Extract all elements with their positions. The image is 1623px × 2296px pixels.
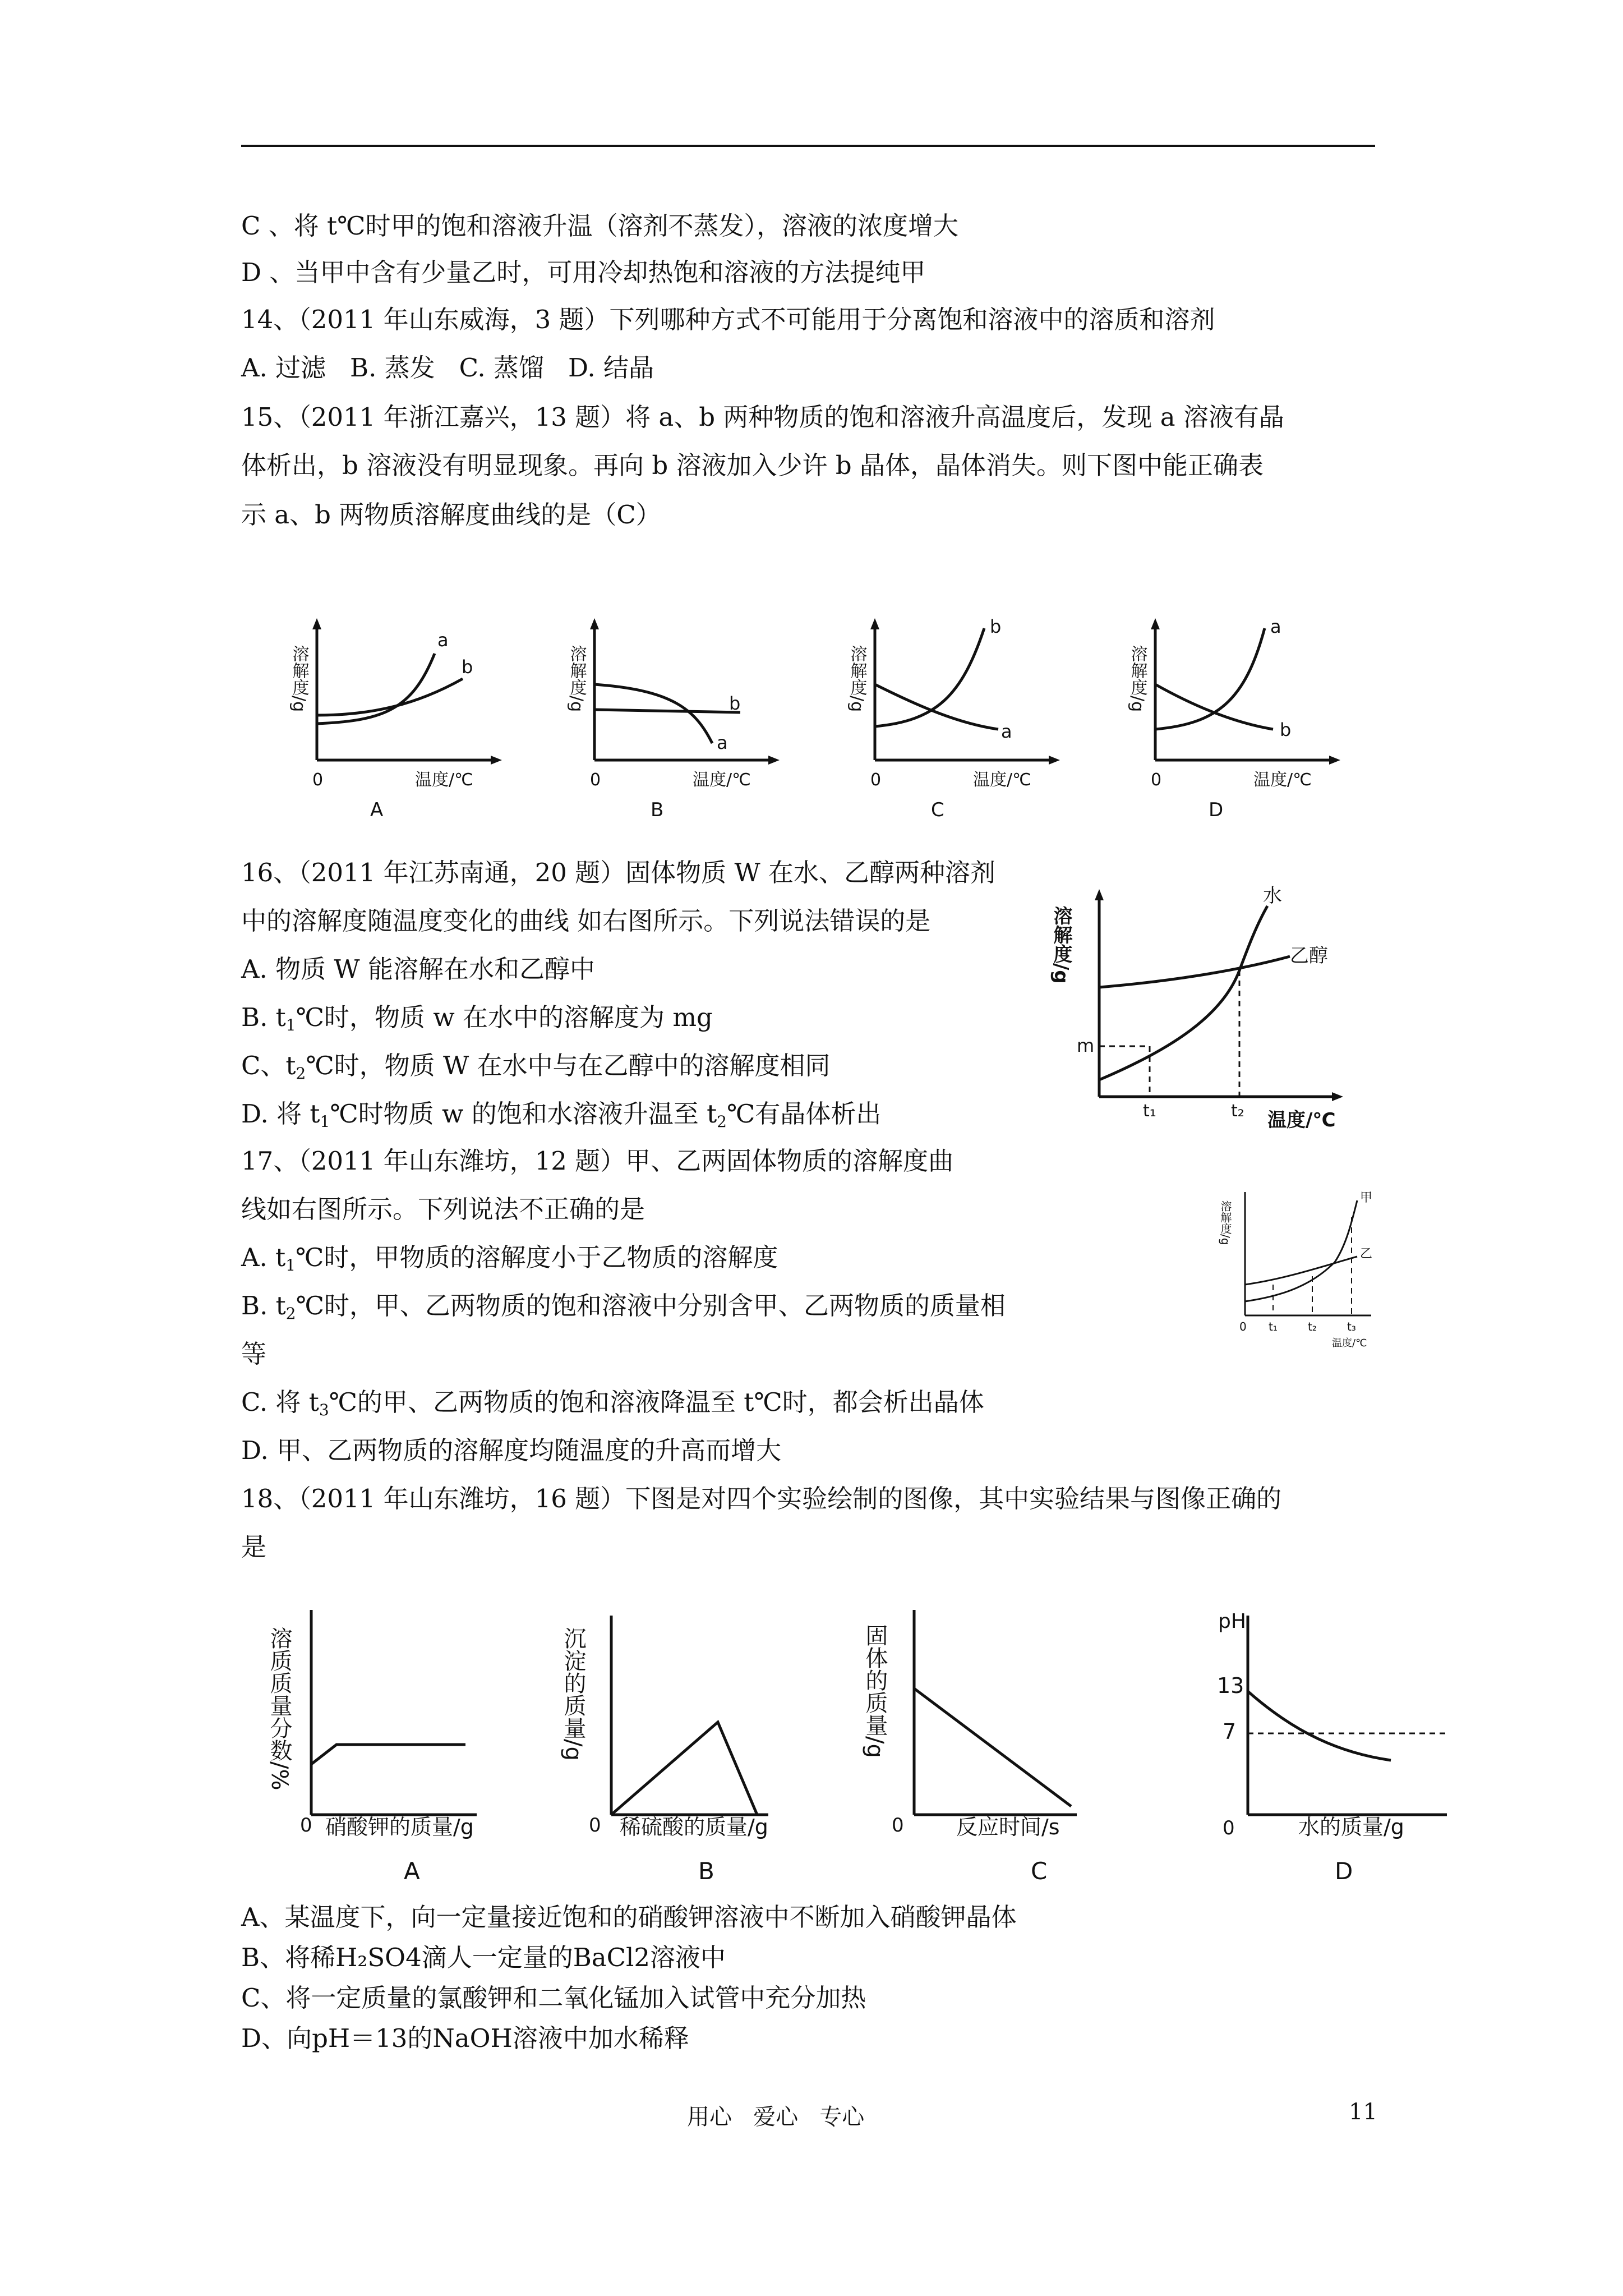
header-rule	[241, 145, 1375, 147]
curve-a-label: a	[437, 629, 449, 651]
curve-a-label: a	[1270, 616, 1281, 637]
m-label: m	[1077, 1035, 1095, 1056]
page-number: 11	[1349, 2099, 1377, 2125]
water-label: 水	[1263, 885, 1282, 907]
q18-chart-a	[264, 1604, 499, 1918]
curve-b-label: b	[1280, 719, 1292, 740]
q18-chart-c	[852, 1604, 1088, 1918]
q17-chart	[1217, 1184, 1385, 1352]
origin-label: 0	[300, 1814, 312, 1837]
origin-label: 0	[892, 1814, 904, 1837]
q16-chart	[1050, 881, 1368, 1144]
q16-stem-line1: 16、（2011 年江苏南通，20 题）固体物质 W 在水、乙醇两种溶剂	[241, 858, 996, 887]
y-axis-label: 沉淀的质量/g	[560, 1627, 586, 1761]
q14-stem: 14、（2011 年山东威海，3 题）下列哪种方式不可能用于分离饱和溶液中的溶质和溶剂	[241, 305, 1215, 334]
curve-b-label: b	[462, 656, 473, 678]
q15-stem-line1: 15、（2011 年浙江嘉兴，13 题）将 a、b 两种物质的饱和溶液升高温度后，发现 a 溶液有晶	[241, 402, 1284, 432]
jia-label: 甲	[1360, 1191, 1373, 1205]
tick-13-label: 13	[1217, 1673, 1244, 1698]
origin-label: 0	[1223, 1817, 1235, 1839]
panel-label: D	[1335, 1857, 1353, 1885]
q15-chart-c	[841, 611, 1077, 825]
curve-b-label: b	[990, 616, 1002, 637]
q18-chart-d	[1211, 1604, 1447, 1918]
q18-option-b: B、将稀H₂SO4滴人一定量的BaCl2溶液中	[241, 1943, 726, 1972]
panel-label: D	[1209, 799, 1224, 821]
ethanol-label: 乙醇	[1290, 945, 1328, 967]
q15-stem-line2: 体析出，b 溶液没有明显现象。再向 b 溶液加入少许 b 晶体，晶体消失。则下图中能正确表	[241, 450, 1264, 480]
panel-label: A	[370, 799, 384, 821]
origin-label: 0	[589, 1814, 601, 1837]
q18-option-a: A、某温度下，向一定量接近饱和的硝酸钾溶液中不断加入硝酸钾晶体	[241, 1902, 1017, 1932]
q14-options: A. 过滤 B. 蒸发 C. 蒸馏 D. 结晶	[241, 353, 654, 383]
q13-option-c: C 、将 t℃时甲的饱和溶液升温（溶剂不蒸发），溶液的浓度增大	[241, 211, 958, 241]
q15-stem-line3: 示 a、b 两物质溶解度曲线的是（C）	[241, 500, 661, 530]
q16-option-d: D. 将 $t_1℃$时物质 w 的饱和水溶液升温至 $t_2℃$有晶体析出	[241, 1099, 882, 1131]
footer-motto: 用心 爱心 专心	[687, 2104, 865, 2130]
panel-label: C	[931, 799, 944, 821]
panel-label: C	[1031, 1857, 1048, 1885]
q16-option-c: C、$t_2℃$时，物质 W 在水中与在乙醇中的溶解度相同	[241, 1051, 831, 1083]
y-axis-label: 溶解度/g	[1219, 1200, 1232, 1245]
x-axis-label: 稀硫酸的质量/g	[620, 1815, 768, 1839]
y-axis-label: 溶解度/g	[1050, 906, 1072, 984]
panel-label: A	[404, 1857, 420, 1885]
curve-b-label: b	[729, 693, 741, 714]
q15-chart-b	[561, 611, 796, 825]
q17-stem-line1: 17、（2011 年山东潍坊，12 题）甲、乙两固体物质的溶解度曲	[241, 1146, 954, 1176]
q17-option-a: A. $t_1℃$时，甲物质的溶解度小于乙物质的溶解度	[241, 1243, 778, 1274]
y-axis-label: 固体的质量/g	[862, 1624, 888, 1758]
q13-option-d: D 、当甲中含有少量乙时，可用冷却热饱和溶液的方法提纯甲	[241, 257, 926, 287]
x-axis-label: 温度/℃	[1253, 770, 1312, 790]
q17-option-c: C. 将 $t_3℃$的甲、乙两物质的饱和溶液降温至 t℃时，都会析出晶体	[241, 1387, 984, 1419]
curve-a-label: a	[717, 732, 728, 753]
x-axis-label: 反应时间/s	[956, 1815, 1060, 1839]
origin-label: 0	[1151, 770, 1162, 790]
t1-label: t₁	[1269, 1320, 1278, 1333]
panel-label: B	[651, 799, 664, 821]
q17-stem-line2: 线如右图所示。下列说法不正确的是	[241, 1194, 645, 1224]
q16-option-a: A. 物质 W 能溶解在水和乙醇中	[241, 954, 595, 984]
q18-stem-line2: 是	[241, 1532, 267, 1562]
x-axis-label: 温度/℃	[1332, 1337, 1367, 1349]
tick-7-label: 7	[1223, 1719, 1237, 1744]
yi-label: 乙	[1360, 1247, 1373, 1261]
t2-label: t₂	[1231, 1101, 1244, 1121]
x-axis-label: 温度/℃	[415, 770, 473, 790]
t3-label: t₃	[1347, 1320, 1356, 1333]
panel-label: B	[698, 1857, 714, 1885]
x-axis-label: 水的质量/g	[1298, 1815, 1404, 1839]
y-axis-label: 溶解度/g	[566, 645, 587, 712]
q15-chart-d	[1122, 611, 1357, 825]
q18-chart-b	[555, 1604, 791, 1918]
q17-option-b: B. $t_2℃$时，甲、乙两物质的饱和溶液中分别含甲、乙两物质的质量相	[241, 1291, 1006, 1323]
q16-option-b: B. $t_1℃$时，物质 w 在水中的溶解度为 mg	[241, 1002, 713, 1034]
q18-option-d: D、向pH＝13的NaOH溶液中加水稀释	[241, 2023, 689, 2053]
q18-option-c: C、将一定质量的氯酸钾和二氧化锰加入试管中充分加热	[241, 1983, 866, 2013]
q17-option-d: D. 甲、乙两物质的溶解度均随温度的升高而增大	[241, 1435, 782, 1465]
origin-label: 0	[870, 770, 882, 790]
x-axis-label: 硝酸钾的质量/g	[325, 1815, 474, 1839]
y-axis-label: 溶质质量分数/%	[266, 1627, 292, 1791]
t2-label: t₂	[1308, 1320, 1317, 1333]
q16-stem-line2: 中的溶解度随温度变化的曲线 如右图所示。下列说法错误的是	[241, 906, 931, 936]
y-axis-label: pH	[1218, 1610, 1246, 1633]
curve-a-label: a	[1001, 721, 1012, 742]
y-axis-label: 溶解度/g	[847, 645, 867, 712]
origin-label: 0	[312, 770, 324, 790]
x-axis-label: 温度/℃	[973, 770, 1031, 790]
y-axis-label: 溶解度/g	[1127, 645, 1147, 712]
y-axis-label: 溶解度/g	[289, 645, 309, 712]
q17-option-b-cont: 等	[241, 1339, 267, 1369]
origin-label: 0	[590, 770, 601, 790]
q15-chart-a	[283, 611, 519, 825]
origin-label: 0	[1239, 1320, 1247, 1333]
x-axis-label: 温度/℃	[1267, 1109, 1336, 1131]
q18-stem-line1: 18、（2011 年山东潍坊，16 题）下图是对四个实验绘制的图像，其中实验结果与图像正确的	[241, 1484, 1282, 1513]
t1-label: t₁	[1143, 1101, 1156, 1121]
x-axis-label: 温度/℃	[693, 770, 751, 790]
